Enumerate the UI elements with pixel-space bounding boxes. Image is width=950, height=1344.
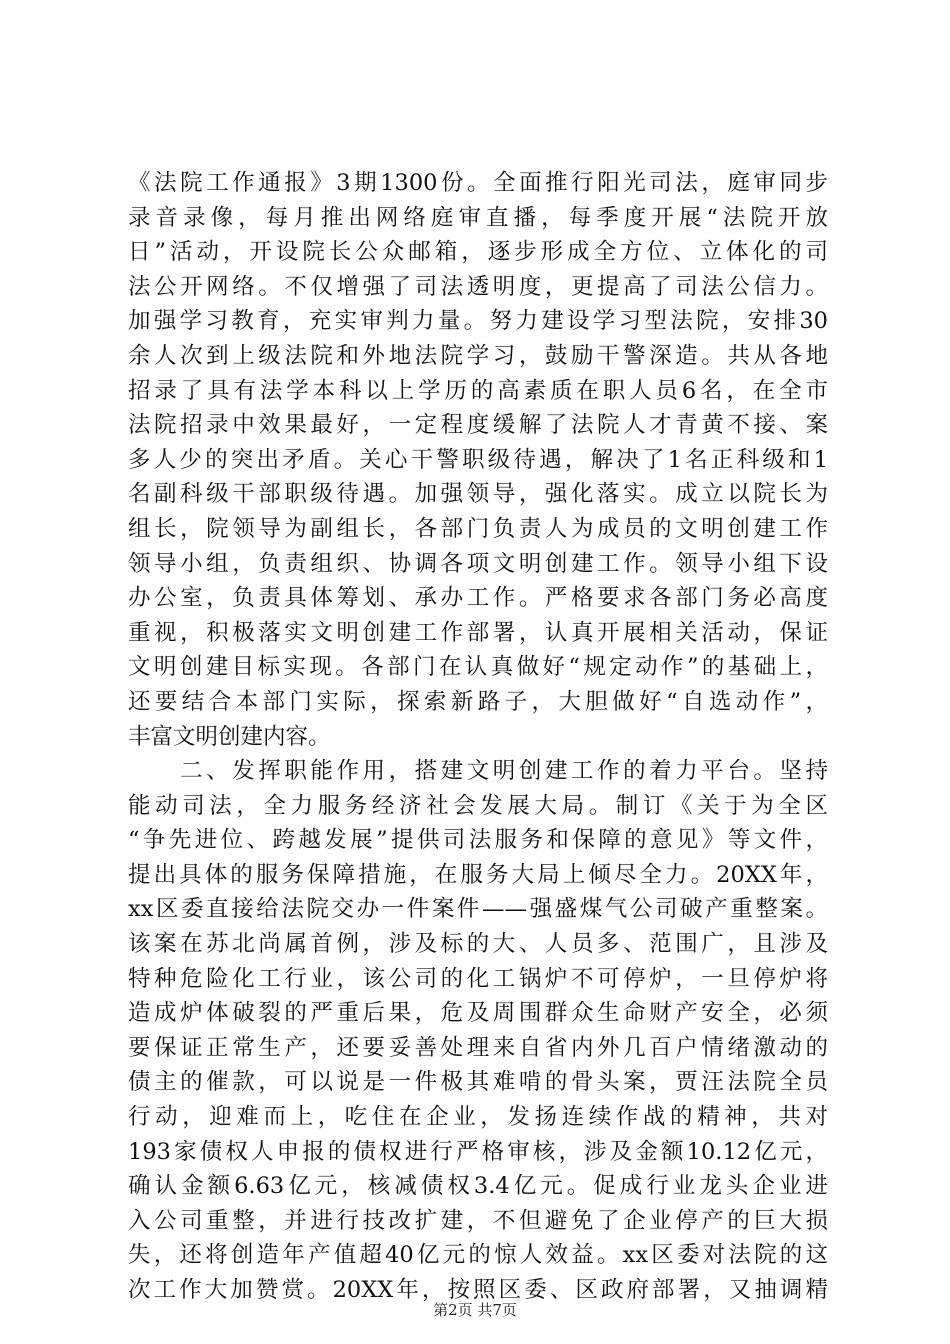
text-line: 领导小组，负责组织、协调各项文明创建工作。领导小组下设 — [128, 550, 828, 577]
body-text — [128, 166, 828, 1308]
text-line: 能动司法，全力服务经济社会发展大局。制订《关于为全区 — [128, 792, 828, 819]
text-line: 加强学习教育，充实审判力量。努力建设学习型法院，安排30 — [128, 308, 828, 335]
text-line: 丰富文明创建内容。 — [128, 723, 331, 750]
text-line: 文明创建目标实现。各部门在认真做好“规定动作”的基础上， — [128, 654, 828, 681]
text-line: 余人次到上级法院和外地法院学习，鼓励干警深造。共从各地 — [128, 342, 828, 369]
page-footer: 第2页 共7页 — [433, 1301, 517, 1319]
text-line: 行动，迎难而上，吃住在企业，发扬连续作战的精神，共对 — [128, 1104, 828, 1131]
text-line: 债主的催款，可以说是一件极其难啃的骨头案，贾汪法院全员 — [128, 1069, 828, 1096]
text-line: 《法院工作通报》3期1300份。全面推行阳光司法，庭审同步 — [128, 170, 828, 196]
text-line: 日”活动，开设院长公众邮箱，逐步形成全方位、立体化的司 — [128, 239, 828, 266]
text-line: 录音录像，每月推出网络庭审直播，每季度开展“法院开放 — [128, 204, 828, 231]
text-line: 组长，院领导为副组长，各部门负责人为成员的文明创建工作 — [128, 515, 828, 542]
text-line: 造成炉体破裂的严重后果，危及周围群众生命财产安全，必须 — [128, 1000, 828, 1027]
text-line: 特种危险化工行业，该公司的化工锅炉不可停炉，一旦停炉将 — [128, 965, 828, 992]
text-line: “争先进位、跨越发展”提供司法服务和保障的意见》等文件， — [128, 827, 828, 854]
text-line: 法公开网络。不仅增强了司法透明度，更提高了司法公信力。 — [128, 273, 828, 300]
text-line: 多人少的突出矛盾。关心干警职级待遇，解决了1名正科级和1 — [128, 446, 828, 473]
text-line: 确认金额6.63亿元，核减债权3.4亿元。促成行业龙头企业进 — [128, 1173, 828, 1200]
text-line: 提出具体的服务保障措施，在服务大局上倾尽全力。20XX年， — [128, 861, 828, 888]
text-line: 二、发挥职能作用，搭建文明创建工作的着力平台。坚持 — [128, 758, 828, 785]
text-line: 该案在苏北尚属首例，涉及标的大、人员多、范围广，且涉及 — [128, 931, 828, 958]
text-line: 名副科级干部职级待遇。加强领导，强化落实。成立以院长为 — [128, 481, 828, 508]
text-line: 重视，积极落实文明创建工作部署，认真开展相关活动，保证 — [128, 619, 828, 646]
text-line: 193家债权人申报的债权进行严格审核，涉及金额10.12亿元， — [128, 1138, 828, 1165]
text-line: 失，还将创造年产值超40亿元的惊人效益。xx区委对法院的这 — [128, 1242, 828, 1269]
text-line: 还要结合本部门实际，探索新路子，大胆做好“自选动作”， — [128, 688, 828, 715]
text-line: 次工作大加赞赏。20XX年，按照区委、区政府部署，又抽调精 — [128, 1277, 828, 1303]
text-line: 招录了具有法学本科以上学历的高素质在职人员6名，在全市 — [128, 377, 828, 404]
text-line: xx区委直接给法院交办一件案件——强盛煤气公司破产重整案。 — [128, 896, 828, 923]
text-line: 法院招录中效果最好，一定程度缓解了法院人才青黄不接、案 — [128, 412, 828, 439]
text-line: 办公室，负责具体筹划、承办工作。严格要求各部门务必高度 — [128, 585, 828, 612]
text-line: 入公司重整，并进行技改扩建，不但避免了企业停产的巨大损 — [128, 1207, 828, 1234]
text-line: 要保证正常生产，还要妥善处理来自省内外几百户情绪激动的 — [128, 1034, 828, 1061]
